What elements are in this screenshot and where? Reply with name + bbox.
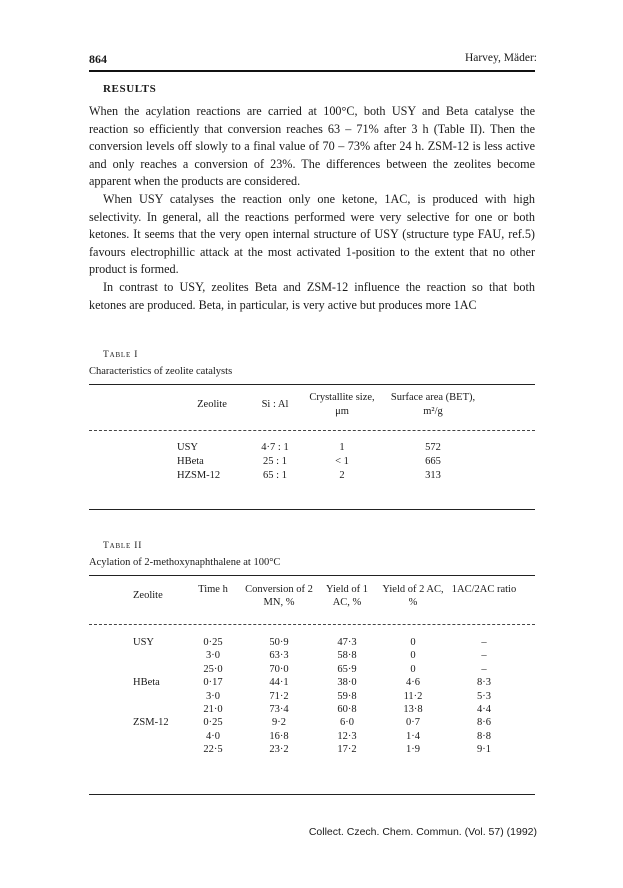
- table2-header-rule: [89, 624, 535, 625]
- table2-header-zeolite: Zeolite: [133, 590, 163, 601]
- table1-label: Table I: [103, 350, 139, 360]
- table1-header-rule: [89, 430, 535, 431]
- table1-header-row: [177, 391, 485, 419]
- table2-header-conversion: Conversion of 2 MN, %: [245, 584, 313, 609]
- table2-top-rule: [89, 575, 535, 576]
- table2-caption: Acylation of 2-methoxynaphthalene at 100°C: [89, 557, 281, 568]
- paragraph-2: When USY catalyses the reaction only one ketone, 1AC, is produced with high selectivity. In general, all the reactions performed were very selective for one or both ketones. It seems that the very open internal structure of USY (structure type FAU, ref.5) favours electrophillic attack at the most activated 1-position to the extent that no other product is formed.: [89, 191, 535, 277]
- section-title: RESULTS: [103, 83, 157, 95]
- table2-label: Table II: [103, 541, 143, 551]
- running-head: Harvey, Mäder:: [464, 52, 537, 64]
- table1-header-zeolite: Zeolite: [197, 399, 227, 410]
- table1-header-crystallite: Crystallite size, μm: [309, 392, 375, 417]
- table-row: USY 0·25 50·9 47·3 0 –: [133, 637, 487, 648]
- table-row: 3·0 71·2 59·8 11·2 5·3: [206, 690, 491, 702]
- table-row: 22·5 23·2 17·2 1·9 9·1: [203, 744, 491, 756]
- header-rule: [89, 70, 535, 72]
- page-number: 864: [89, 52, 107, 66]
- table-row: 25·0 70·0 65·9 0 –: [203, 663, 487, 675]
- table2: [133, 583, 519, 610]
- table-row: 4·0 16·8 12·3 1·4 8·8: [206, 730, 491, 742]
- table2-header-yield-1ac: Yield of 1 AC, %: [326, 584, 368, 609]
- body-text: [89, 103, 535, 314]
- table2-header-time: Time h: [198, 584, 228, 595]
- table-row: ZSM-12 0·25 9·2 6·0 0·7 8·6: [133, 717, 491, 729]
- table1-top-rule: [89, 384, 535, 385]
- journal-citation: Collect. Czech. Chem. Commun. (Vol. 57) (1992): [308, 826, 537, 838]
- paragraph-3: In contrast to USY, zeolites Beta and ZSM-12 influence the reaction so that both ketones are produced. Beta, in particular, is very active but produces more 1AC: [89, 279, 535, 312]
- table2-header-ratio: 1AC/2AC ratio: [451, 584, 517, 595]
- table1-header-surface-area: Surface area (BET), m²/g: [390, 392, 476, 417]
- table2-header-row: [133, 583, 519, 610]
- table1: [177, 391, 485, 419]
- table2-body: [133, 636, 519, 757]
- table1-caption: Characteristics of zeolite catalysts: [89, 366, 233, 377]
- table2-header-yield-2ac: Yield of 2 AC, %: [382, 584, 444, 609]
- table-row: HBeta 25 : 1 < 1 665: [177, 456, 441, 467]
- table-row: 21·0 73·4 60·8 13·8 4·4: [203, 704, 491, 716]
- table-row: USY 4·7 : 1 1 572: [177, 442, 441, 453]
- table-row: HZSM-12 65 : 1 2 313: [177, 470, 441, 481]
- table-row: 3·0 63·3 58·8 0 –: [206, 650, 487, 662]
- table2-bottom-rule: [89, 794, 535, 795]
- table1-body: [177, 441, 485, 483]
- table1-header-si-al: Si : Al: [261, 399, 289, 410]
- table-row: HBeta 0·17 44·1 38·0 4·6 8·3: [133, 677, 491, 689]
- table1-bottom-rule: [89, 509, 535, 510]
- paragraph-1: When the acylation reactions are carried at 100°C, both USY and Beta catalyse the reaction so efficiently that conversion reaches 63 – 71% after 3 h (Table II). Then the conversion levels off slowly to a final value of 70 – 73% after 24 h. ZSM-12 is less active and only reaches a conversion of 23%. The differences between the zeolites become apparent when the products are considered.: [89, 104, 535, 189]
